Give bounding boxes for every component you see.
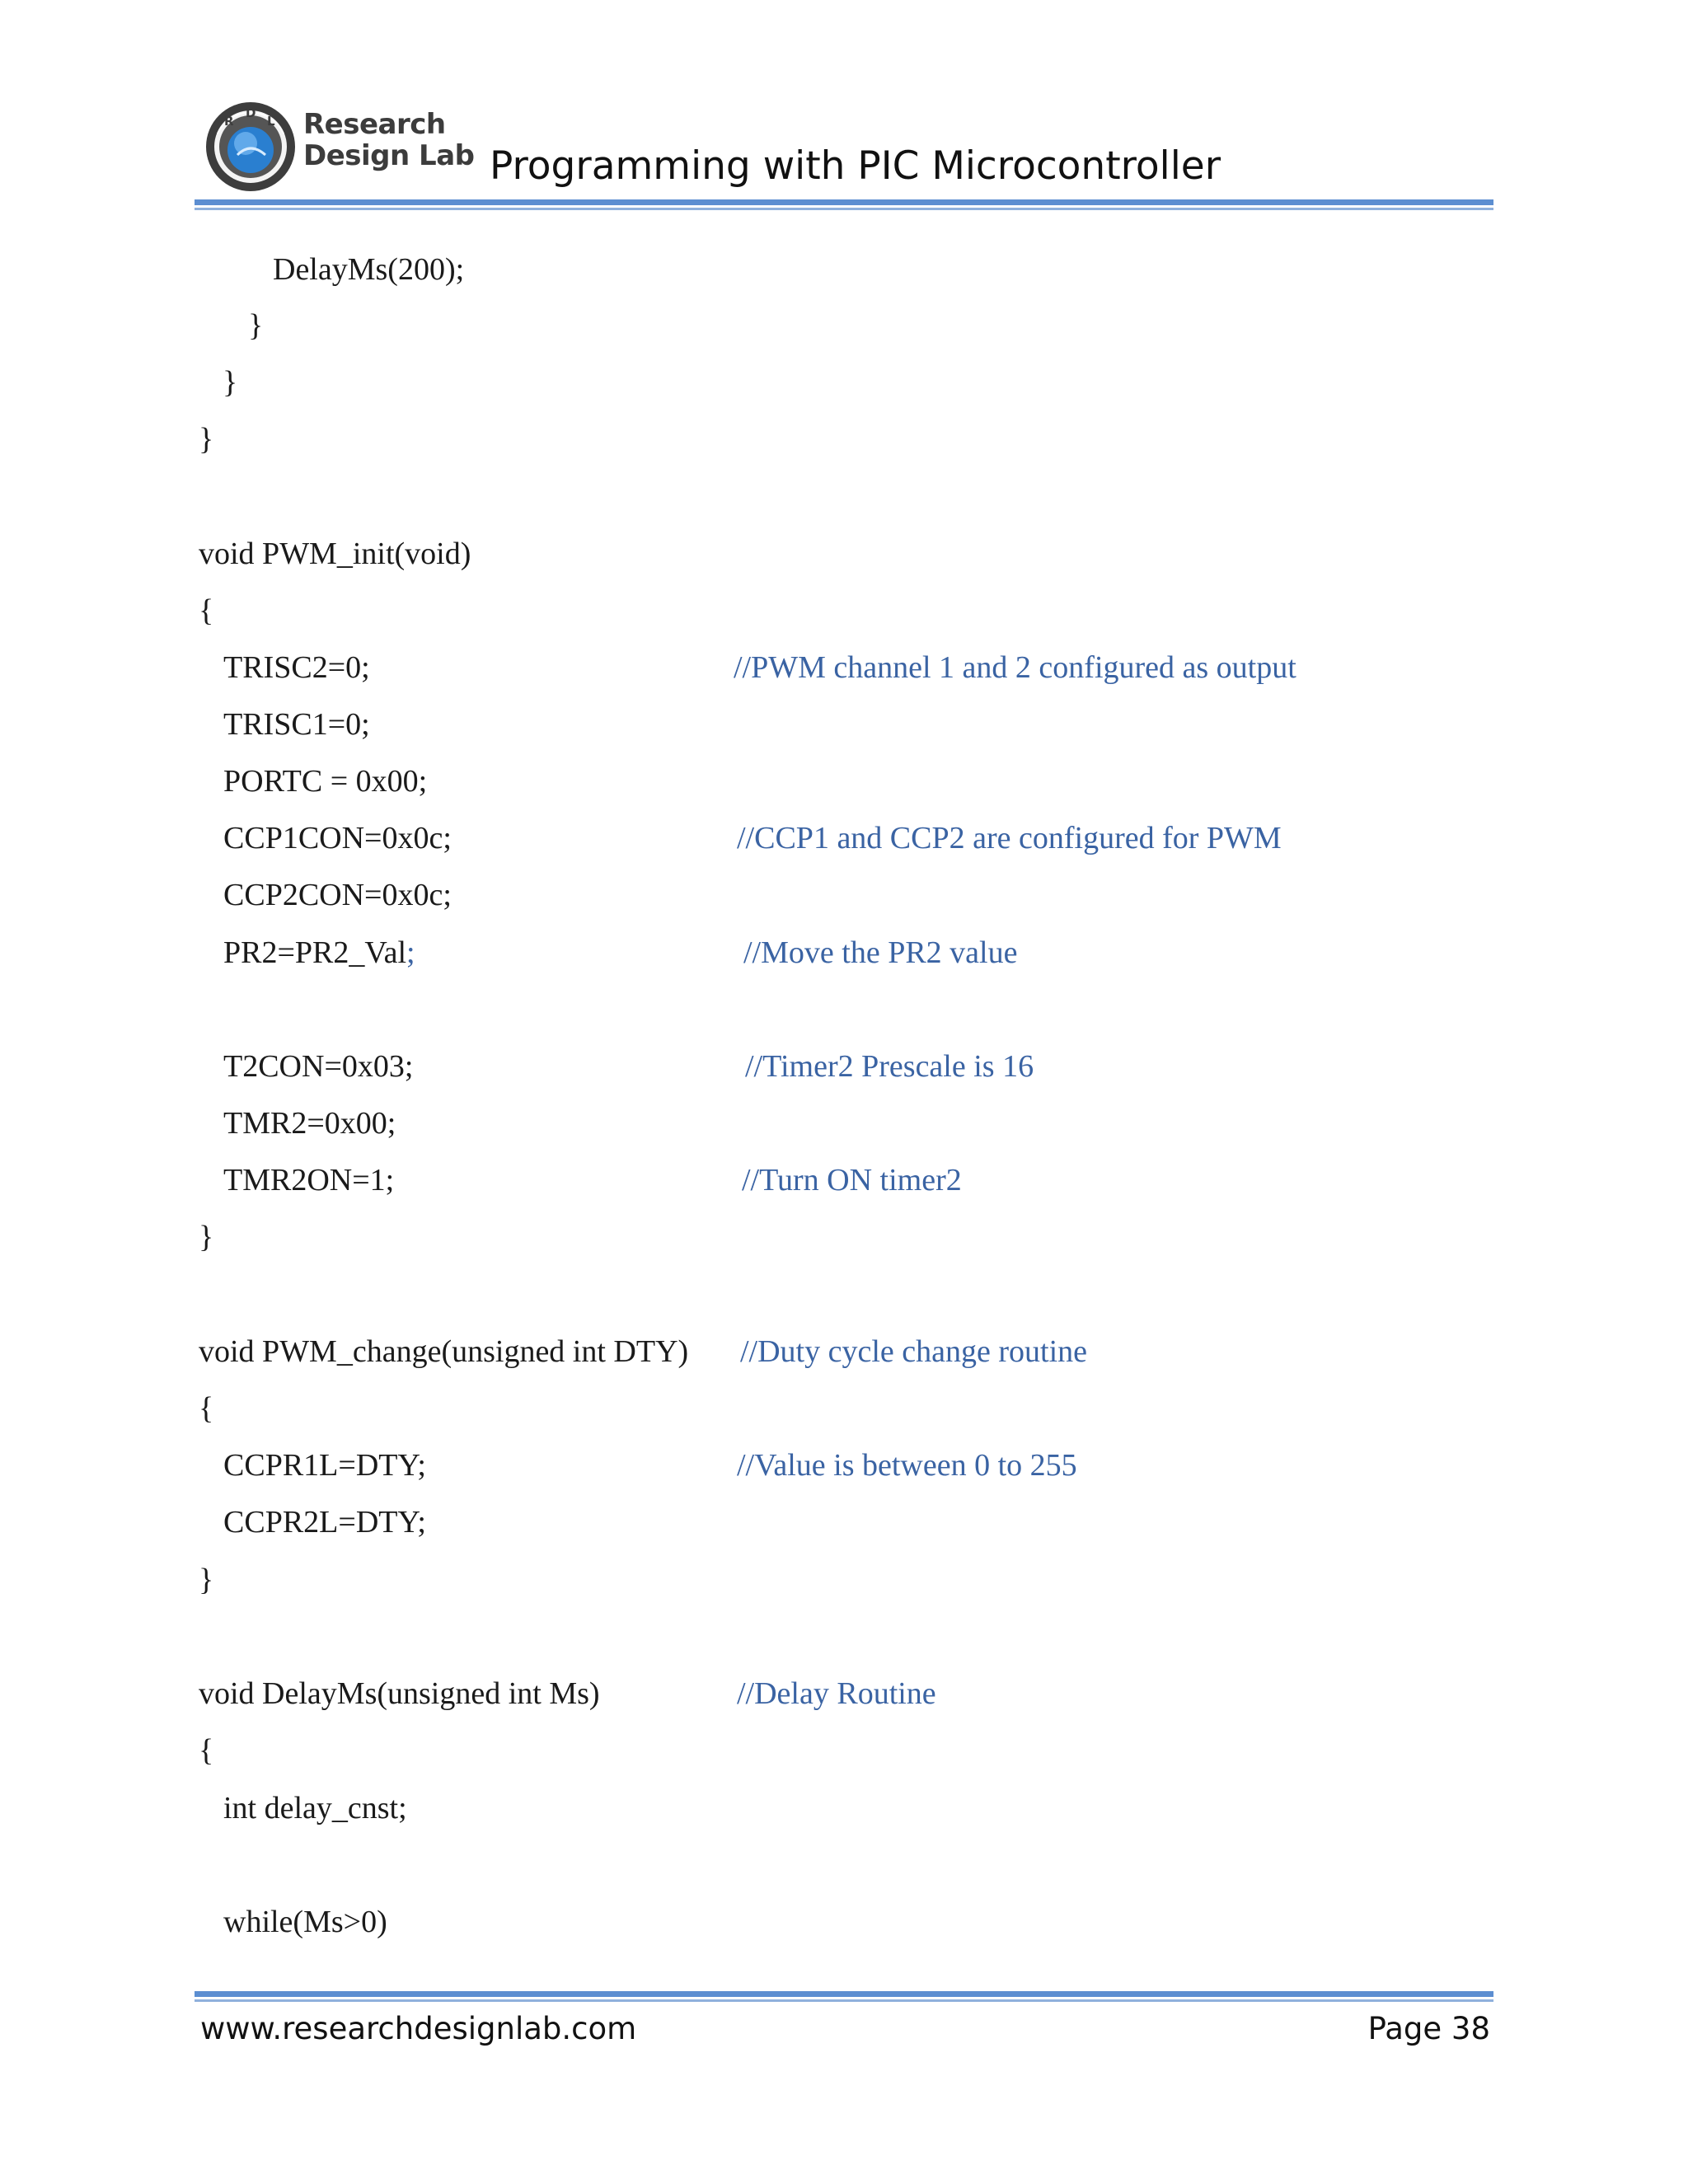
code-comment: //Move the PR2 value xyxy=(743,935,1018,970)
code-line: } xyxy=(199,1220,214,1254)
code-line: CCPR1L=DTY; xyxy=(223,1448,426,1483)
code-comment: //CCP1 and CCP2 are configured for PWM xyxy=(737,821,1282,855)
code-line: T2CON=0x03; xyxy=(223,1049,414,1084)
code-line: { xyxy=(199,1733,214,1768)
code-line: CCP1CON=0x0c; xyxy=(223,821,452,855)
code-comment: //PWM channel 1 and 2 configured as output xyxy=(734,650,1296,685)
code-comment: //Value is between 0 to 255 xyxy=(737,1448,1077,1483)
code-line: while(Ms>0) xyxy=(223,1905,387,1939)
code-line: int delay_cnst; xyxy=(223,1791,407,1825)
code-line xyxy=(223,937,415,968)
code-line: } xyxy=(199,1563,214,1597)
code-comment: //Delay Routine xyxy=(737,1676,936,1711)
code-line: TMR2ON=1; xyxy=(223,1163,395,1197)
code-statement: PR2=PR2_Val xyxy=(223,935,407,970)
company-logo xyxy=(204,97,485,192)
logo-letter-r: R xyxy=(224,114,234,129)
page-title: Programming with PIC Microcontroller xyxy=(490,143,1221,189)
logo-text-research: Research xyxy=(303,108,446,141)
logo-letters xyxy=(204,101,297,193)
code-line: PORTC = 0x00; xyxy=(223,764,428,799)
code-line: void PWM_change(unsigned int DTY) xyxy=(199,1334,689,1369)
code-line: { xyxy=(199,593,214,628)
code-line: } xyxy=(199,422,214,457)
logo-text-design-lab: Design Lab xyxy=(303,139,475,172)
code-line: void PWM_init(void) xyxy=(199,537,471,571)
footer-website-link[interactable]: www.researchdesignlab.com xyxy=(200,2011,637,2046)
code-comment: //Timer2 Prescale is 16 xyxy=(745,1049,1034,1084)
code-comment: //Duty cycle change routine xyxy=(740,1334,1088,1369)
code-line: TRISC1=0; xyxy=(223,707,370,742)
header-rule xyxy=(195,199,1493,210)
code-line: TMR2=0x00; xyxy=(223,1106,396,1141)
page-number: Page 38 xyxy=(1367,2011,1490,2046)
code-semicolon: ; xyxy=(406,935,415,970)
footer-rule xyxy=(195,1991,1493,2002)
code-line: CCP2CON=0x0c; xyxy=(223,878,452,912)
code-line: DelayMs(200); xyxy=(273,252,465,287)
code-line: { xyxy=(199,1391,214,1426)
logo-letter-d: D xyxy=(246,105,256,120)
code-line: void DelayMs(unsigned int Ms) xyxy=(199,1676,600,1711)
code-line: CCPR2L=DTY; xyxy=(223,1505,426,1540)
logo-letter-l: L xyxy=(267,114,275,129)
code-line: TRISC2=0; xyxy=(223,650,370,685)
code-comment: //Turn ON timer2 xyxy=(742,1163,962,1197)
code-line: } xyxy=(248,308,264,343)
code-line: } xyxy=(223,365,238,400)
